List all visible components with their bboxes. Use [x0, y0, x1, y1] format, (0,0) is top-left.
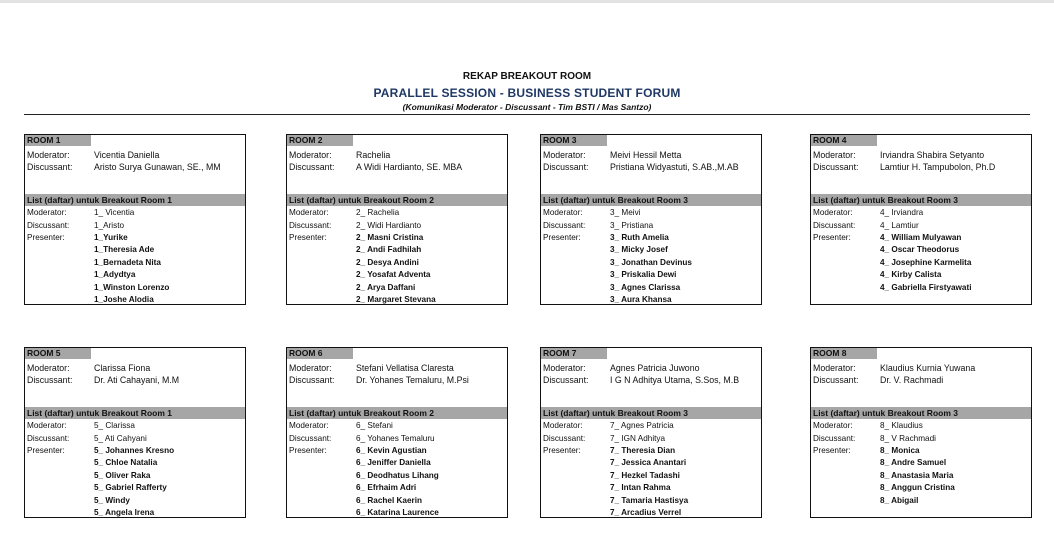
- presenter-name: 1_Bernadeta Nita: [94, 257, 161, 267]
- presenter-name: 3_ Aura Khansa: [610, 295, 672, 304]
- presenter-label: Presenter:: [813, 233, 851, 242]
- presenter-name: 3_ Jonathan Devinus: [610, 257, 692, 267]
- presenter-name: 4_ Josephine Karmelita: [880, 257, 972, 267]
- presenter-name: 6_ Efrhaim Adri: [356, 483, 417, 493]
- presenter-name: 1_Joshe Alodia: [94, 295, 154, 304]
- moderator-name: Klaudius Kurnia Yuwana: [880, 363, 976, 373]
- discussant-name: Dr. V. Rachmadi: [880, 375, 944, 385]
- page-note: (Komunikasi Moderator - Discussant - Tim BSTI / Mas Santzo): [402, 102, 652, 112]
- discussant-label: Discussant:: [27, 162, 73, 172]
- room-title: ROOM 3: [541, 135, 607, 146]
- presenter-label: Presenter:: [289, 233, 327, 242]
- presenter-name: 2_ Arya Daffani: [356, 282, 416, 292]
- presenter-name: 5_ Windy: [94, 495, 130, 505]
- moderator-name: Agnes Patricia Juwono: [610, 363, 700, 373]
- presenter-name: 1_Adydtya: [94, 270, 136, 280]
- presenter-name: 2_ Masni Cristina: [356, 233, 424, 242]
- presenter-name: 6_ Kevin Agustian: [356, 446, 427, 455]
- moderator-label: Moderator:: [27, 363, 70, 373]
- list-moderator-name: 2_ Rachelia: [356, 208, 400, 217]
- presenter-name: 7_ Arcadius Verrel: [610, 508, 682, 517]
- list-moderator-label: Moderator:: [289, 421, 329, 430]
- discussant-label: Discussant:: [543, 375, 589, 385]
- header-divider: [24, 114, 1030, 115]
- presenter-name: 5_ Oliver Raka: [94, 470, 151, 480]
- list-title: List (daftar) untuk Breakout Room 3: [811, 194, 1031, 206]
- list-discussant-label: Discussant:: [543, 220, 586, 230]
- list-title: List (daftar) untuk Breakout Room 3: [541, 194, 761, 206]
- presenter-name: 4_ Gabriella Firstyawati: [880, 282, 972, 292]
- presenter-label: Presenter:: [289, 446, 327, 455]
- room-card: [540, 347, 762, 518]
- presenter-name: 1_Theresia Ade: [94, 245, 155, 255]
- presenter-name: 7_ Hezkel Tadashi: [610, 470, 680, 480]
- presenter-name: 4_ William Mulyawan: [880, 233, 962, 242]
- room-card: [24, 134, 246, 305]
- list-moderator-label: Moderator:: [813, 421, 853, 430]
- discussant-name: I G N Adhitya Utama, S.Sos, M.B: [610, 375, 740, 385]
- discussant-name: Dr. Yohanes Temaluru, M.Psi: [356, 375, 469, 385]
- presenter-name: 6_ Katarina Laurence: [356, 508, 439, 517]
- discussant-label: Discussant:: [289, 375, 335, 385]
- presenter-name: 2_ Andi Fadhilah: [356, 245, 422, 255]
- moderator-label: Moderator:: [543, 363, 586, 373]
- moderator-label: Moderator:: [813, 150, 856, 160]
- presenter-label: Presenter:: [543, 446, 581, 455]
- room-card: [810, 347, 1032, 518]
- presenter-name: 8_ Anastasia Maria: [880, 470, 954, 480]
- room-card: [286, 134, 508, 305]
- discussant-name: Dr. Ati Cahayani, M.M: [94, 375, 180, 385]
- list-moderator-name: 4_ Irviandra: [880, 208, 924, 217]
- room-title: ROOM 4: [811, 135, 877, 146]
- presenter-label: Presenter:: [813, 446, 851, 455]
- presenter-name: 6_ Deodhatus Lihang: [356, 470, 439, 480]
- list-moderator-name: 6_ Stefani: [356, 421, 393, 430]
- list-title: List (daftar) untuk Breakout Room 3: [811, 407, 1031, 419]
- discussant-label: Discussant:: [289, 162, 335, 172]
- list-discussant-name: 1_Aristo: [94, 220, 125, 230]
- list-moderator-label: Moderator:: [289, 208, 329, 217]
- room-title: ROOM 7: [541, 348, 607, 359]
- presenter-name: 7_ Intan Rahma: [610, 483, 671, 493]
- moderator-label: Moderator:: [289, 150, 332, 160]
- presenter-name: 5_ Chloe Natalia: [94, 458, 158, 468]
- list-moderator-label: Moderator:: [27, 208, 67, 217]
- moderator-label: Moderator:: [289, 363, 332, 373]
- presenter-name: 7_ Theresia Dian: [610, 446, 676, 455]
- discussant-label: Discussant:: [813, 162, 859, 172]
- discussant-label: Discussant:: [543, 162, 589, 172]
- room-title: ROOM 5: [25, 348, 91, 359]
- presenter-name: 3_ Micky Josef: [610, 245, 668, 255]
- moderator-label: Moderator:: [27, 150, 70, 160]
- presenter-name: 8_ Andre Samuel: [880, 458, 947, 468]
- room-card: [810, 134, 1032, 305]
- room-title: ROOM 6: [287, 348, 353, 359]
- presenter-name: 5_ Gabriel Rafferty: [94, 483, 167, 493]
- list-discussant-label: Discussant:: [27, 220, 70, 230]
- presenter-name: 5_ Johannes Kresno: [94, 446, 175, 455]
- presenter-name: 3_ Agnes Clarissa: [610, 282, 681, 292]
- discussant-label: Discussant:: [27, 375, 73, 385]
- list-discussant-name: 2_ Widi Hardianto: [356, 220, 422, 230]
- room-title: ROOM 1: [25, 135, 91, 146]
- presenter-name: 3_ Priskalia Dewi: [610, 270, 677, 280]
- list-title: List (daftar) untuk Breakout Room 1: [25, 407, 245, 419]
- room-title: ROOM 8: [811, 348, 877, 359]
- presenter-name: 7_ Jessica Anantari: [610, 458, 687, 468]
- presenter-name: 4_ Kirby Calista: [880, 270, 942, 280]
- list-moderator-name: 5_ Clarissa: [94, 421, 135, 430]
- room-card: [286, 347, 508, 518]
- list-discussant-name: 7_ IGN Adhitya: [610, 433, 666, 443]
- list-discussant-label: Discussant:: [813, 433, 856, 443]
- presenter-label: Presenter:: [27, 233, 65, 242]
- discussant-name: Aristo Surya Gunawan, SE., MM: [94, 162, 221, 172]
- presenter-name: 8_ Monica: [880, 446, 920, 455]
- presenter-name: 2_ Yosafat Adventa: [356, 270, 431, 280]
- presenter-label: Presenter:: [543, 233, 581, 242]
- room-card: [24, 347, 246, 518]
- moderator-label: Moderator:: [543, 150, 586, 160]
- list-discussant-name: 4_ Lamtiur: [880, 220, 919, 230]
- list-moderator-name: 1_ Vicentia: [94, 208, 135, 217]
- presenter-name: 3_ Ruth Amelia: [610, 233, 669, 242]
- presenter-name: 1_Winston Lorenzo: [94, 282, 170, 292]
- moderator-name: Irviandra Shabira Setyanto: [880, 150, 985, 160]
- room-title: ROOM 2: [287, 135, 353, 146]
- room-card: [540, 134, 762, 305]
- list-title: List (daftar) untuk Breakout Room 1: [25, 194, 245, 206]
- list-discussant-name: 5_ Ati Cahyani: [94, 433, 147, 443]
- discussant-label: Discussant:: [813, 375, 859, 385]
- list-discussant-label: Discussant:: [543, 433, 586, 443]
- list-title: List (daftar) untuk Breakout Room 2: [287, 407, 507, 419]
- list-discussant-label: Discussant:: [813, 220, 856, 230]
- moderator-name: Meivi Hessil Metta: [610, 150, 682, 160]
- presenter-name: 6_ Rachel Kaerin: [356, 495, 422, 505]
- top-border: [0, 0, 1054, 3]
- list-title: List (daftar) untuk Breakout Room 2: [287, 194, 507, 206]
- list-title: List (daftar) untuk Breakout Room 3: [541, 407, 761, 419]
- presenter-label: Presenter:: [27, 446, 65, 455]
- list-discussant-label: Discussant:: [289, 220, 332, 230]
- moderator-name: Stefani Vellatisa Claresta: [356, 363, 454, 373]
- presenter-name: 2_ Desya Andini: [356, 257, 419, 267]
- presenter-name: 5_ Angela Irena: [94, 508, 155, 517]
- moderator-label: Moderator:: [813, 363, 856, 373]
- list-discussant-name: 3_ Pristiana: [610, 220, 654, 230]
- list-discussant-name: 8_ V Rachmadi: [880, 433, 936, 443]
- page-subtitle: PARALLEL SESSION - BUSINESS STUDENT FORUM: [373, 86, 681, 100]
- discussant-name: Lamtiur H. Tampubolon, Ph.D: [880, 162, 996, 172]
- presenter-name: 8_ Abigail: [880, 495, 919, 505]
- presenter-name: 8_ Anggun Cristina: [880, 483, 955, 493]
- presenter-name: 1_Yurike: [94, 233, 128, 242]
- page-title: REKAP BREAKOUT ROOM: [462, 71, 592, 82]
- list-moderator-name: 7_ Agnes Patricia: [610, 421, 674, 430]
- list-discussant-label: Discussant:: [27, 433, 70, 443]
- list-moderator-label: Moderator:: [543, 208, 583, 217]
- list-moderator-label: Moderator:: [27, 421, 67, 430]
- list-moderator-name: 3_ Meivi: [610, 208, 641, 217]
- moderator-name: Vicentia Daniella: [94, 150, 160, 160]
- moderator-name: Rachelia: [356, 150, 391, 160]
- discussant-name: Pristiana Widyastuti, S.AB.,M.AB: [610, 162, 739, 172]
- discussant-name: A Widi Hardianto, SE. MBA: [356, 162, 463, 172]
- list-moderator-label: Moderator:: [813, 208, 853, 217]
- presenter-name: 2_ Margaret Stevana: [356, 295, 436, 304]
- list-discussant-label: Discussant:: [289, 433, 332, 443]
- list-moderator-name: 8_ Klaudius: [880, 421, 923, 430]
- list-moderator-label: Moderator:: [543, 421, 583, 430]
- list-discussant-name: 6_ Yohanes Temaluru: [356, 433, 435, 443]
- moderator-name: Clarissa Fiona: [94, 363, 151, 373]
- presenter-name: 4_ Oscar Theodorus: [880, 245, 960, 255]
- presenter-name: 7_ Tamaria Hastisya: [610, 495, 689, 505]
- presenter-name: 6_ Jeniffer Daniella: [356, 458, 431, 468]
